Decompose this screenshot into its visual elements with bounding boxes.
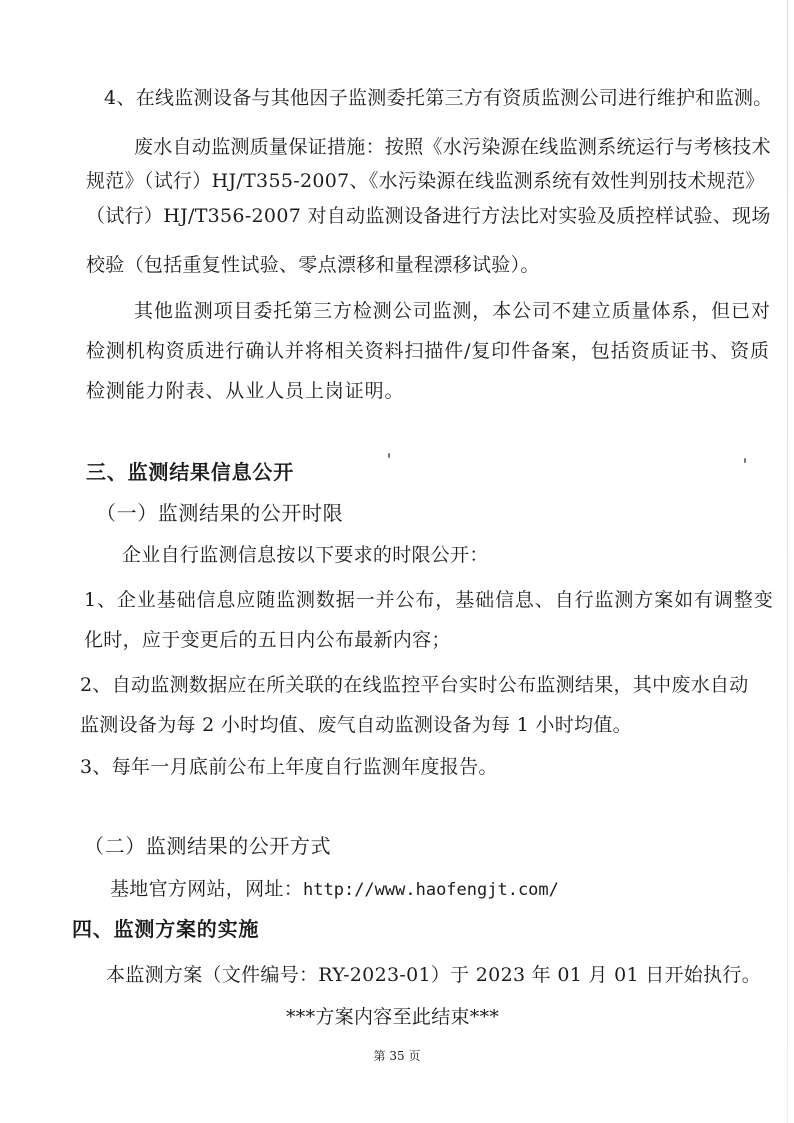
paragraph-other-line-3: 检测能力附表、从业人员上岗证明。 — [86, 380, 405, 402]
paragraph-item-4: 4、在线监测设备与其他因子监测委托第三方有资质监测公司进行维护和监测。 — [104, 87, 773, 109]
paragraph-other-line-2: 检测机构资质进行确认并将相关资料扫描件/复印件备案，包括资质证书、资质 — [86, 340, 770, 362]
paragraph-qa-line-4: 校验（包括重复性试验、零点漂移和量程漂移试验）。 — [86, 254, 540, 276]
subsection-1-heading: （一）监测结果的公开时限 — [96, 501, 344, 525]
website-line — [110, 877, 559, 902]
section-3-heading: 三、监测结果信息公开 — [86, 460, 294, 484]
paragraph-qa-line-1: 废水自动监测质量保证措施：按照《水污染源在线监测系统运行与考核技术 — [134, 136, 771, 158]
page-number: 第 35 页 — [373, 1049, 421, 1063]
disclosure-item-1-line-1: 1、企业基础信息应随监测数据一并公布，基础信息、自行监测方案如有调整变 — [84, 589, 774, 611]
website-label: 基地官方网站，网址： — [110, 878, 304, 900]
disclosure-item-3: 3、每年一月底前公布上年度自行监测年度报告。 — [80, 756, 498, 778]
paragraph-qa-line-3: （试行）HJ/T356-2007 对自动监测设备进行方法比对实验及质控样试验、现场 — [86, 205, 771, 227]
paragraph-qa-line-2: 规范》（试行）HJ/T355-2007、《水污染源在线监测系统有效性判别技术规范》 — [86, 170, 765, 192]
disclosure-intro: 企业自行监测信息按以下要求的时限公开： — [122, 544, 489, 566]
scan-edge-line — [787, 0, 788, 1123]
disclosure-item-1-line-2: 化时，应于变更后的五日内公布最新内容； — [84, 629, 451, 651]
disclosure-item-2-line-1: 2、自动监测数据应在所关联的在线监控平台实时公布监测结果，其中废水自动 — [80, 674, 749, 696]
disclosure-item-2-line-2: 监测设备为每 2 小时均值、废气自动监测设备为每 1 小时均值。 — [80, 714, 632, 736]
implementation-text: 本监测方案（文件编号：RY-2023-01）于 2023 年 01 月 01 日开始执行。 — [106, 964, 761, 986]
end-note: ***方案内容至此结束*** — [286, 1006, 500, 1028]
subsection-2-heading: （二）监测结果的公开方式 — [84, 834, 332, 858]
scan-speck — [744, 458, 746, 463]
website-url[interactable]: http://www.haofengjt.com/ — [303, 880, 559, 900]
scan-speck — [388, 453, 390, 458]
section-4-heading: 四、监测方案的实施 — [72, 917, 260, 941]
paragraph-other-line-1: 其他监测项目委托第三方检测公司监测，本公司不建立质量体系，但已对 — [134, 300, 771, 322]
